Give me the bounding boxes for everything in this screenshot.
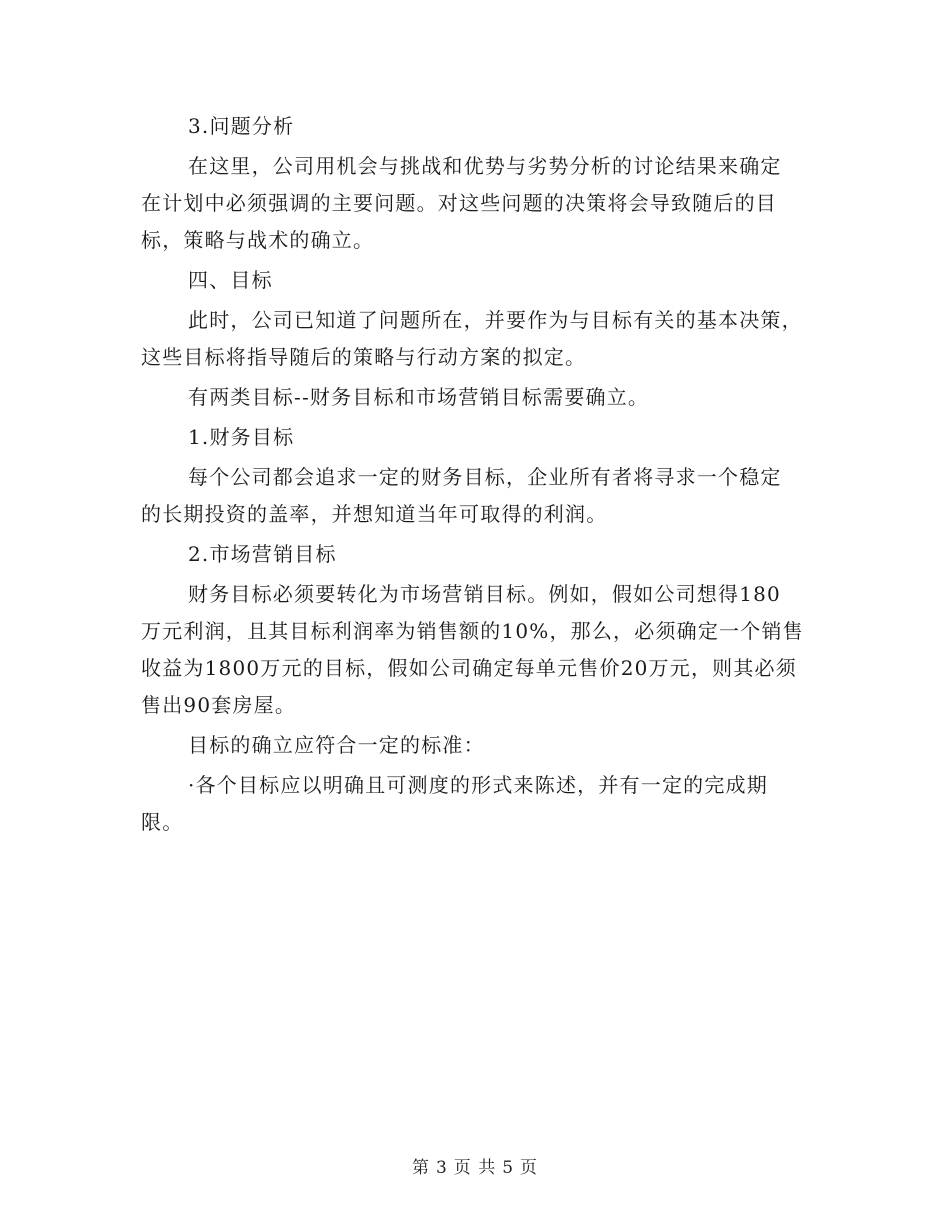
paragraph-line: 这些目标将指导随后的策略与行动方案的拟定。 — [141, 345, 587, 369]
heading-marketing-objectives: 2.市场营销目标 — [188, 542, 337, 566]
page-footer — [0, 1153, 950, 1178]
paragraph-line: 有两类目标--财务目标和市场营销目标需要确立。 — [188, 385, 650, 409]
paragraph-line: 售出90套房屋。 — [141, 693, 297, 717]
paragraph-line: 收益为1800万元的目标，假如公司确定每单元售价20万元，则其必须 — [141, 656, 797, 680]
paragraph-line: 每个公司都会追求一定的财务目标，企业所有者将寻求一个稳定 — [188, 465, 782, 489]
paragraph-line: 在计划中必须强调的主要问题。对这些问题的决策将会导致随后的目 — [141, 191, 777, 215]
paragraph-line: 的长期投资的盖率，并想知道当年可取得的利润。 — [141, 502, 608, 526]
paragraph-line: 万元利润，且其目标利润率为销售额的10%，那么，必须确定一个销售 — [141, 619, 804, 643]
footer-suffix: 页 — [520, 1158, 539, 1178]
heading-financial-objectives: 1.财务目标 — [188, 425, 295, 449]
footer-middle: 页 共 — [453, 1158, 497, 1178]
footer-total-pages: 5 — [502, 1158, 515, 1178]
heading-objectives: 四、目标 — [188, 268, 273, 292]
footer-current-page: 3 — [435, 1158, 448, 1178]
paragraph-line: 在这里，公司用机会与挑战和优势与劣势分析的讨论结果来确定 — [188, 154, 782, 178]
heading-problem-analysis: 3.问题分析 — [188, 114, 295, 138]
paragraph-line: 标，策略与战术的确立。 — [141, 228, 375, 252]
document-body — [141, 108, 811, 841]
paragraph-line: 财务目标必须要转化为市场营销目标。例如，假如公司想得180 — [188, 582, 781, 606]
footer-prefix: 第 — [411, 1158, 430, 1178]
bullet-item-continuation: 限。 — [141, 810, 184, 834]
paragraph-line: 目标的确立应符合一定的标准： — [188, 733, 485, 757]
paragraph-line: 此时，公司已知道了问题所在，并要作为与目标有关的基本决策， — [188, 308, 803, 332]
bullet-item: ·各个目标应以明确且可测度的形式来陈述，并有一定的完成期 — [188, 773, 768, 797]
